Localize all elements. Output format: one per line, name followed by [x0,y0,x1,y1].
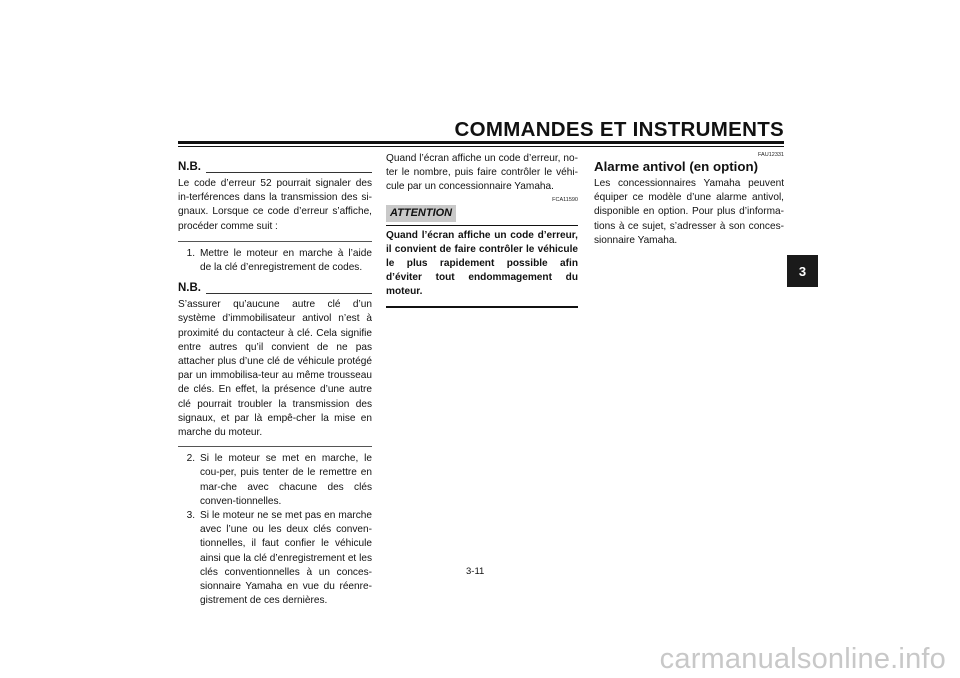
page-number: 3-11 [466,566,485,577]
header-rule-thin [178,146,784,147]
list-item [178,509,372,608]
reference-code: FCA11590 [552,196,578,203]
note-heading-rule [206,293,372,294]
attention-badge: ATTENTION [386,205,456,222]
column-2 [386,152,578,308]
section-text: Les concessionnaires Yamaha peuvent équiper ce modèle d’une alarme antivol, disponible en option. Pour plus d’informa-tions à ce sujet, s’adresser à son conces-sionnaire Yamaha. [594,178,784,246]
page-header-title: COMMANDES ET INSTRUMENTS [454,118,784,141]
chapter-tab: 3 [787,255,818,287]
header-rule-thick [178,141,784,144]
note-text: Le code d’erreur 52 pourrait signaler des in-terférences dans la transmission des si-gnaux. Lorsque ce code d’erreur s’affiche, procéder comme suit : [178,178,372,232]
note-text: S’assurer qu’aucune autre clé d’un système d’immobilisateur antivol n’est à proximité du contacteur à clé. Cela signifie entre autres qu’il convient de ne pas attacher plus d’une clé de véhicule protégé par un immobilisa-teur au même trousseau de clés. En effet, la présence d’une autre clé pourrait troubler la transmission des signaux, et par là empê-cher la mise en marche du moteur. [178,299,372,439]
steps-list [178,247,372,275]
attention-end-rule [386,306,578,308]
steps-list [178,452,372,608]
attention-rule [386,225,578,226]
note-end-rule [178,241,372,242]
note-heading-rule [206,172,372,173]
note-end-rule [178,446,372,447]
list-item [178,452,372,509]
note-label: N.B. [178,282,201,295]
step-text: Si le moteur se met en marche, le cou-per, puis tenter de le remettre en mar-che avec chacune des clés conven-tionnelles. [200,453,372,507]
attention-text: Quand l’écran affiche un code d’erreur, il convient de faire contrôler le véhicule le plus rapidement possible afin d’éviter tout endommagement du moteur. [386,229,578,298]
watermark-text: carmanualsonline.info [659,643,946,675]
section-title: Alarme antivol (en option) [594,159,759,174]
step-number: 1. [186,247,195,259]
column-3 [594,152,784,248]
note-heading [178,279,372,295]
note-label: N.B. [178,161,201,173]
list-item [178,247,372,275]
error-code-intro: Quand l’écran affiche un code d’erreur, no-ter le nombre, puis faire contrôler le véhi-cule par un concessionnaire Yamaha. [386,153,578,193]
step-text: Si le moteur ne se met pas en marche avec l’une ou les deux clés conven-tionnelles, il faut confier le véhicule ainsi que la clé d’enregistrement et les clés conventionnelles à un conces-sionnaire Yamaha en vue du réenre-gistrement de ces dernières. [200,510,372,607]
step-text: Mettre le moteur en marche à l’aide de la clé d’enregistrement de codes. [200,247,372,274]
step-number: 3. [186,510,195,522]
note-heading [178,158,372,174]
column-1 [178,158,372,608]
reference-code: FAU12331 [758,152,784,158]
step-number: 2. [186,453,195,465]
attention-heading [386,205,578,222]
